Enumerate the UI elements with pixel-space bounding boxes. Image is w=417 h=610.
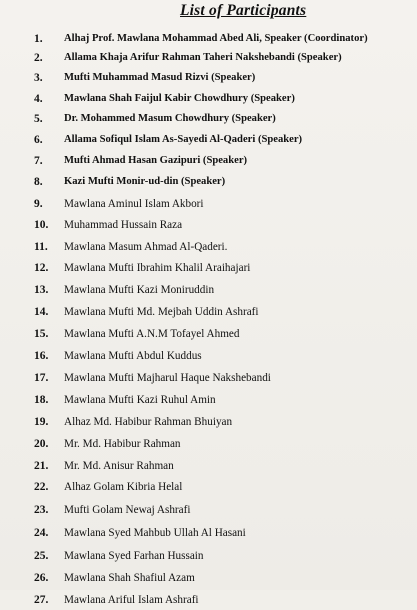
participant-name: Mawlana Mufti Ibrahim Khalil Araihajari xyxy=(64,262,251,274)
participant-name: Mufti Ahmad Hasan Gazipuri (Speaker) xyxy=(64,155,248,166)
item-number: 21. xyxy=(34,460,49,472)
list-item xyxy=(0,372,417,388)
participant-name: Allama Sofiqul Islam As-Sayedi Al-Qaderi (Speaker) xyxy=(64,134,303,145)
participant-name: Mawlana Shah Faijul Kabir Chowdhury (Speaker) xyxy=(64,93,295,104)
item-number: 23. xyxy=(34,504,49,516)
list-item xyxy=(0,460,417,476)
list-item xyxy=(0,93,417,109)
item-number: 11. xyxy=(34,241,48,253)
list-item xyxy=(0,394,417,410)
list-item xyxy=(0,481,417,497)
list-item xyxy=(0,306,417,322)
list-item xyxy=(0,113,417,129)
participant-name: Mufti Muhammad Masud Rizvi (Speaker) xyxy=(64,72,256,83)
list-item xyxy=(0,527,417,543)
participant-name: Mawlana Mufti Kazi Moniruddin xyxy=(64,284,215,296)
item-number: 5. xyxy=(34,113,43,125)
item-number: 6. xyxy=(34,134,43,146)
list-item xyxy=(0,52,417,68)
list-item xyxy=(0,504,417,520)
item-number: 12. xyxy=(34,262,49,274)
list-item xyxy=(0,550,417,566)
item-number: 3. xyxy=(34,72,43,84)
item-number: 2. xyxy=(34,52,43,64)
item-number: 14. xyxy=(34,306,49,318)
list-item xyxy=(0,134,417,150)
item-number: 22. xyxy=(34,481,49,493)
list-item xyxy=(0,284,417,300)
participant-name: Mr. Md. Anisur Rahman xyxy=(64,460,174,472)
list-item xyxy=(0,416,417,432)
participant-name: Allama Khaja Arifur Rahman Taheri Nakshebandi (Speaker) xyxy=(64,52,342,63)
list-item xyxy=(0,350,417,366)
participant-name: Mawlana Mufti Kazi Ruhul Amin xyxy=(64,394,216,406)
list-item xyxy=(0,176,417,192)
participant-name: Mufti Golam Newaj Ashrafi xyxy=(64,504,191,516)
participant-name: Mawlana Syed Farhan Hussain xyxy=(64,550,204,562)
participant-name: Mr. Md. Habibur Rahman xyxy=(64,438,181,450)
participant-name: Mawlana Mufti Majharul Haque Nakshebandi xyxy=(64,372,271,384)
participant-name: Mawlana Ariful Islam Ashrafi xyxy=(64,594,199,606)
list-item xyxy=(0,594,417,610)
list-item xyxy=(0,262,417,278)
item-number: 1. xyxy=(34,33,43,45)
participant-name: Alhaj Prof. Mawlana Mohammad Abed Ali, Speaker (Coordinator) xyxy=(64,33,368,44)
item-number: 25. xyxy=(34,550,49,562)
participant-name: Mawlana Masum Ahmad Al-Qaderi. xyxy=(64,241,228,253)
participant-name: Mawlana Mufti Abdul Kuddus xyxy=(64,350,202,362)
item-number: 9. xyxy=(34,198,43,210)
item-number: 15. xyxy=(34,328,49,340)
participant-name: Mawlana Mufti A.N.M Tofayel Ahmed xyxy=(64,328,240,340)
participant-name: Mawlana Aminul Islam Akbori xyxy=(64,198,204,210)
list-item xyxy=(0,328,417,344)
participant-name: Mawlana Mufti Md. Mejbah Uddin Ashrafi xyxy=(64,306,259,318)
list-item xyxy=(0,438,417,454)
page-title: List of Participants xyxy=(180,2,307,19)
list-item xyxy=(0,72,417,88)
list-item xyxy=(0,33,417,49)
item-number: 16. xyxy=(34,350,49,362)
list-item xyxy=(0,572,417,588)
item-number: 7. xyxy=(34,155,43,167)
item-number: 18. xyxy=(34,394,49,406)
list-item xyxy=(0,219,417,235)
participant-name: Alhaz Golam Kibria Helal xyxy=(64,481,183,493)
item-number: 13. xyxy=(34,284,49,296)
list-item xyxy=(0,155,417,171)
item-number: 4. xyxy=(34,93,43,105)
participant-name: Alhaz Md. Habibur Rahman Bhuiyan xyxy=(64,416,233,428)
item-number: 17. xyxy=(34,372,49,384)
item-number: 20. xyxy=(34,438,49,450)
item-number: 8. xyxy=(34,176,43,188)
participant-name: Dr. Mohammed Masum Chowdhury (Speaker) xyxy=(64,113,276,124)
list-item xyxy=(0,241,417,257)
participant-name: Kazi Mufti Monir-ud-din (Speaker) xyxy=(64,176,226,187)
participant-name: Muhammad Hussain Raza xyxy=(64,219,183,231)
item-number: 10. xyxy=(34,219,49,231)
item-number: 19. xyxy=(34,416,49,428)
item-number: 27. xyxy=(34,594,49,606)
list-item xyxy=(0,198,417,214)
item-number: 24. xyxy=(34,527,49,539)
item-number: 26. xyxy=(34,572,49,584)
participant-name: Mawlana Syed Mahbub Ullah Al Hasani xyxy=(64,527,246,539)
participant-name: Mawlana Shah Shafiul Azam xyxy=(64,572,195,584)
